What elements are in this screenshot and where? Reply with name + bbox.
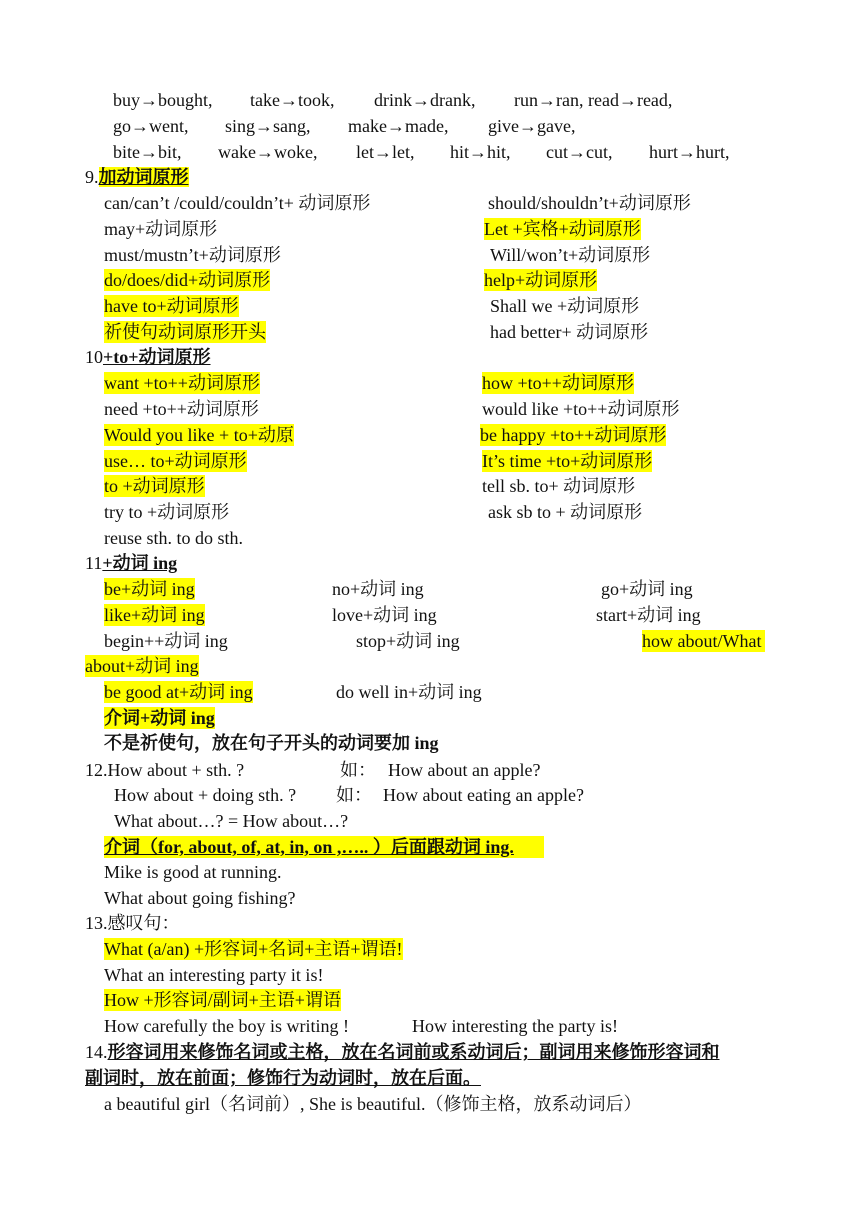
section-title: +动词 ing	[102, 553, 178, 573]
section-13-heading: 13.感叹句：	[85, 913, 180, 933]
rule-item: Let +宾格+动词原形	[484, 219, 641, 239]
section-number: 10	[85, 347, 103, 367]
rule-item: stop+动词 ing	[356, 631, 460, 651]
rule-item: can/can’t /could/couldn’t+ 动词原形	[104, 193, 371, 213]
rule-item-continued: about+动词 ing	[85, 656, 199, 676]
verb-pair: go→went,	[113, 116, 189, 136]
section-number: 11	[85, 553, 103, 573]
rule-highlight: 介词（for, about, of, at, in, on ,….. ）后面跟动词 ing.	[104, 836, 544, 858]
rule-item: to +动词原形	[104, 476, 205, 496]
example-sentence: a beautiful girl（名词前）, She is beautiful.（修饰主格，放系动词后）	[104, 1094, 642, 1114]
rule-item: 祈使句动词原形开头	[104, 322, 266, 342]
rule-item: try to +动词原形	[104, 502, 230, 522]
rule-item: go+动词 ing	[601, 579, 693, 599]
section-14-heading	[85, 1041, 720, 1063]
rule-item: Would you like + to+动原	[104, 425, 294, 445]
example-label: 如：	[340, 760, 376, 780]
example-sentence: How carefully the boy is writing !	[104, 1016, 349, 1036]
verb-pair: hit→hit,	[450, 142, 511, 162]
section-title: 加动词原形	[98, 167, 189, 187]
example-sentence: What about going fishing?	[104, 888, 296, 908]
rule-item: do/does/did+动词原形	[104, 270, 271, 290]
rule-item: be good at+动词 ing	[104, 682, 253, 702]
rule-item: how +to++动词原形	[482, 373, 634, 393]
rule-item: tell sb. to+ 动词原形	[482, 476, 636, 496]
rule-item: how about/What	[642, 630, 765, 652]
verb-pair: bite→bit,	[113, 142, 182, 162]
rule-item: should/shouldn’t+动词原形	[488, 193, 691, 213]
rule-item: What (a/an) +形容词+名词+主语+谓语!	[104, 939, 403, 959]
rule-item: may+动词原形	[104, 219, 218, 239]
rule-item: Will/won’t+动词原形	[490, 245, 651, 265]
rule-item: use… to+动词原形	[104, 451, 247, 471]
rule-item: must/mustn’t+动词原形	[104, 245, 281, 265]
verb-pair: cut→cut,	[546, 142, 613, 162]
example-label: 如：	[336, 785, 372, 805]
verb-pair: let→let,	[356, 142, 415, 162]
section-10-heading	[85, 346, 211, 368]
verb-pair: hurt→hurt,	[649, 142, 730, 162]
rule-item: reuse sth. to do sth.	[104, 528, 243, 548]
section-11-heading	[85, 552, 177, 574]
rule-item: would like +to++动词原形	[482, 399, 680, 419]
rule-item: want +to++动词原形	[104, 373, 260, 393]
verb-pair: wake→woke,	[218, 142, 318, 162]
verb-pair: take→took,	[250, 90, 335, 110]
rule-item: have to+动词原形	[104, 296, 239, 316]
section-title: 形容词用来修饰名词或主格，放在名词前或系动词后；副词用来修饰形容词和	[107, 1042, 720, 1062]
section-title: +to+动词原形	[103, 347, 211, 367]
rule-item: Shall we +动词原形	[490, 296, 640, 316]
rule-item: How about + doing sth. ?	[114, 785, 297, 805]
verb-pair: make→made,	[348, 116, 449, 136]
example-sentence: What an interesting party it is!	[104, 965, 324, 985]
verb-pair: give→gave,	[488, 116, 576, 136]
rule-item: begin++动词 ing	[104, 631, 228, 651]
example-text: How about eating an apple?	[383, 785, 584, 805]
rule-item: do well in+动词 ing	[336, 682, 482, 702]
example-sentence: How interesting the party is!	[412, 1016, 618, 1036]
section-title-continued: 副词时，放在前面；修饰行为动词时，放在后面。	[85, 1068, 481, 1088]
section-12-heading: 12.How about + sth. ?	[85, 760, 245, 780]
rule-item: be+动词 ing	[104, 579, 195, 599]
rule-item: 介词+动词 ing	[104, 708, 215, 728]
rule-item: be happy +to++动词原形	[480, 425, 667, 445]
rule-item: It’s time +to+动词原形	[482, 451, 653, 471]
rule-item: What about…? = How about…?	[114, 811, 349, 831]
rule-item: had better+ 动词原形	[490, 322, 649, 342]
section-number: 9.	[85, 167, 99, 187]
section-9-heading	[85, 166, 189, 188]
rule-item: like+动词 ing	[104, 605, 205, 625]
verb-pair: buy→bought,	[113, 90, 213, 110]
rule-item: How +形容词/副词+主语+谓语	[104, 990, 341, 1010]
section-number: 14.	[85, 1042, 108, 1062]
example-sentence: Mike is good at running.	[104, 862, 282, 882]
verb-pair: sing→sang,	[225, 116, 311, 136]
example-text: How about an apple?	[388, 760, 541, 780]
verb-pair: run→ran, read→read,	[514, 90, 673, 110]
rule-item: help+动词原形	[484, 270, 598, 290]
rule-item: no+动词 ing	[332, 579, 424, 599]
rule-item: love+动词 ing	[332, 605, 437, 625]
rule-item: need +to++动词原形	[104, 399, 259, 419]
rule-item: start+动词 ing	[596, 605, 701, 625]
verb-pair: drink→drank,	[374, 90, 476, 110]
rule-item: ask sb to + 动词原形	[488, 502, 643, 522]
rule-note: 不是祈使句，放在句子开头的动词要加 ing	[104, 733, 439, 753]
